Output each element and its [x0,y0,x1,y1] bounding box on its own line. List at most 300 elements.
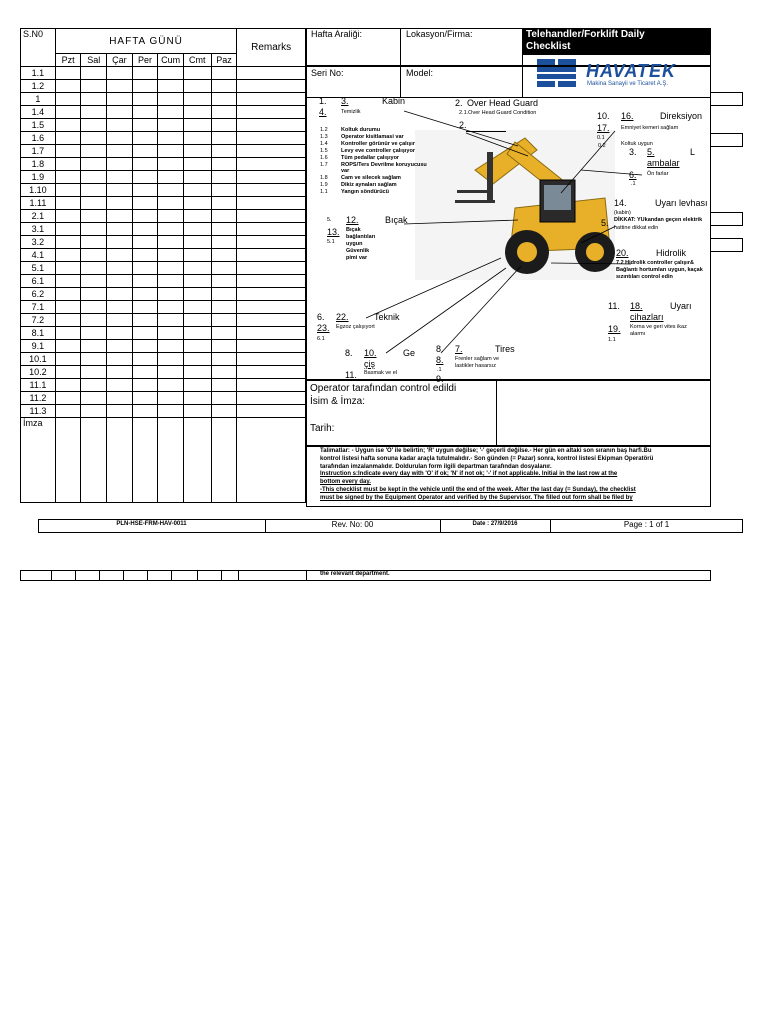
check-cell[interactable] [158,392,184,405]
remarks-cell[interactable] [237,392,306,405]
table-row [21,158,306,171]
check-cell[interactable] [158,80,184,93]
check-cell[interactable] [211,106,237,119]
check-cell[interactable] [211,392,237,405]
check-cell[interactable] [211,405,237,418]
grid-body [20,66,306,503]
cihaz-item19: 19. [608,324,621,334]
remarks-cell[interactable] [237,301,306,314]
bicak-code: 5.1 [327,239,335,245]
bicak-item: Güvenlik [346,248,370,254]
row-number: 10.1 [21,353,56,366]
check-cell[interactable] [158,132,184,145]
remarks-cell[interactable] [237,80,306,93]
kabin-item-text: Yangın söndürücü [341,189,389,196]
overflow-divider [75,570,76,581]
check-cell[interactable] [107,340,133,353]
check-cell[interactable] [158,223,184,236]
remarks-cell[interactable] [237,223,306,236]
check-cell[interactable] [158,67,184,80]
hidrolik-item: sızıntıları control edin [616,274,673,280]
check-cell[interactable] [55,210,81,223]
check-cell[interactable] [81,210,107,223]
check-cell[interactable] [55,340,81,353]
row-number: 2.1 [21,210,56,223]
direksiyon-sub: 16. [621,111,634,121]
check-cell[interactable] [183,158,211,171]
kabin-item-text: ROPS/Ters Devrilme koruyucusu [341,161,427,168]
check-cell[interactable] [183,236,211,249]
check-cell[interactable] [183,106,211,119]
tires-sub: 7. [455,344,463,354]
instructions-text [320,448,653,503]
cihaz-label-a: Uyarı [670,301,692,311]
check-cell[interactable] [183,379,211,392]
check-cell[interactable] [107,93,133,106]
tires-item9: 9. [436,374,444,384]
check-cell[interactable] [183,119,211,132]
check-cell[interactable] [211,314,237,327]
check-cell[interactable] [211,275,237,288]
row-number: 1.1 [21,67,56,80]
kabin-item [320,175,427,182]
check-cell[interactable] [183,249,211,262]
check-cell[interactable] [55,249,81,262]
table-row [21,171,306,184]
check-cell[interactable] [211,366,237,379]
check-cell[interactable] [132,275,158,288]
check-cell[interactable] [107,327,133,340]
kabin-item [320,148,427,155]
kabin-item4: 4. [319,107,327,117]
check-cell[interactable] [132,327,158,340]
tires-item8-text-2: lastikler hasarsız [455,363,496,369]
check-cell[interactable] [107,223,133,236]
kabin-item-text: Levy eve controller çalışıyor [341,147,415,154]
kabin-item-text: Koltuk durumu [341,127,381,133]
side-box [710,133,743,147]
table-row [21,405,306,418]
check-cell[interactable] [55,301,81,314]
check-cell[interactable] [132,197,158,210]
check-cell[interactable] [183,301,211,314]
kabin-item-code: 1.2 [320,127,328,133]
check-cell[interactable] [132,80,158,93]
check-cell[interactable] [81,366,107,379]
check-cell[interactable] [132,301,158,314]
check-cell[interactable] [183,171,211,184]
check-cell[interactable] [211,145,237,158]
check-cell[interactable] [158,379,184,392]
check-cell[interactable] [107,210,133,223]
check-cell[interactable] [158,327,184,340]
check-cell[interactable] [81,119,107,132]
check-cell[interactable] [81,171,107,184]
day-header: Sal [81,54,107,67]
check-cell[interactable] [158,249,184,262]
check-cell[interactable] [55,314,81,327]
check-cell[interactable] [158,366,184,379]
row-number: 3.1 [21,223,56,236]
check-cell[interactable] [132,366,158,379]
check-cell[interactable] [107,262,133,275]
check-cell[interactable] [81,249,107,262]
check-cell[interactable] [107,119,133,132]
check-cell[interactable] [55,223,81,236]
check-cell[interactable] [132,249,158,262]
row-number: 1.10 [21,184,56,197]
check-cell[interactable] [183,392,211,405]
check-cell[interactable] [81,132,107,145]
check-cell[interactable] [132,184,158,197]
check-cell[interactable] [158,158,184,171]
check-cell[interactable] [158,106,184,119]
remarks-cell[interactable] [237,366,306,379]
signature-cell[interactable] [237,418,306,503]
lamba-item6: 6. [629,170,637,180]
check-cell[interactable] [211,249,237,262]
check-cell[interactable] [81,158,107,171]
check-cell[interactable] [158,301,184,314]
remarks-cell[interactable] [237,145,306,158]
row-number: 7.2 [21,314,56,327]
check-cell[interactable] [211,262,237,275]
tires-item8-text: Frenler sağlam ve [455,356,500,362]
table-row [21,353,306,366]
check-cell[interactable] [107,288,133,301]
check-cell[interactable] [107,106,133,119]
check-cell[interactable] [158,119,184,132]
check-cell[interactable] [55,171,81,184]
checklist-title: Telehandler/Forklift Daily Checklist [526,29,645,52]
check-cell[interactable] [211,119,237,132]
check-cell[interactable] [158,184,184,197]
check-cell[interactable] [107,80,133,93]
check-cell[interactable] [55,145,81,158]
check-cell[interactable] [81,314,107,327]
remarks-cell[interactable] [237,197,306,210]
check-cell[interactable] [107,301,133,314]
kabin-item [320,162,427,169]
check-cell[interactable] [183,145,211,158]
kabin-item [320,189,427,196]
kabin-item-text: Cam ve silecek sağlam [341,175,401,182]
check-cell[interactable] [132,314,158,327]
check-cell[interactable] [132,119,158,132]
check-cell[interactable] [183,366,211,379]
check-cell[interactable] [132,392,158,405]
check-cell[interactable] [183,275,211,288]
check-cell[interactable] [183,210,211,223]
ohg-label: Over Head Guard [467,98,539,108]
check-cell[interactable] [132,405,158,418]
check-cell[interactable] [107,67,133,80]
check-cell[interactable] [81,145,107,158]
remarks-cell[interactable] [237,249,306,262]
side-box [710,212,743,226]
remarks-cell[interactable] [237,236,306,249]
check-cell[interactable] [183,67,211,80]
check-cell[interactable] [55,405,81,418]
signature-cell[interactable] [132,418,158,503]
check-cell[interactable] [211,301,237,314]
check-cell[interactable] [211,353,237,366]
check-cell[interactable] [81,93,107,106]
check-cell[interactable] [107,132,133,145]
kabin-item-code: 1.3 [320,133,328,140]
overflow-divider [147,570,148,581]
check-cell[interactable] [81,379,107,392]
kabin-item-text: Kontroller görünür ve çalışır [341,140,415,147]
check-cell[interactable] [211,223,237,236]
check-cell[interactable] [158,145,184,158]
check-cell[interactable] [211,210,237,223]
check-cell[interactable] [132,236,158,249]
check-cell[interactable] [183,405,211,418]
check-cell[interactable] [211,158,237,171]
direksiyon-code: 0.2 [598,143,606,149]
check-cell[interactable] [211,236,237,249]
signature-cell[interactable] [107,418,133,503]
check-cell[interactable] [211,197,237,210]
check-cell[interactable] [132,171,158,184]
check-cell[interactable] [55,184,81,197]
levha-code: 5. [601,218,609,228]
row-number: 1 [21,93,56,106]
remarks-cell[interactable] [237,379,306,392]
check-cell[interactable] [81,353,107,366]
check-cell[interactable] [183,197,211,210]
instruction-line: Talimatlar: - Uygun ise 'O' ile belirtin; 'R' uygun değilse; '-' geçerli değilse.- Her gün en altaki son sıranın baş harfi.Bu [320,448,652,454]
doc-code: PLN-HSE-FRM-HAV-0011 [116,521,187,527]
check-cell[interactable] [55,132,81,145]
check-cell[interactable] [183,340,211,353]
check-cell[interactable] [55,119,81,132]
instruction-line: tarafından imzalanmalıdır. Doldurulan form ilgili departman tarafından dosyalanır. [320,463,552,470]
remarks-cell[interactable] [237,353,306,366]
remarks-cell[interactable] [237,327,306,340]
lamba-sub: 5. [647,147,655,157]
remarks-cell[interactable] [237,405,306,418]
check-cell[interactable] [55,236,81,249]
check-cell[interactable] [81,184,107,197]
remarks-cell[interactable] [237,158,306,171]
overflow-divider [99,570,100,581]
check-cell[interactable] [211,288,237,301]
check-cell[interactable] [55,106,81,119]
levha-warning: DİKKAT: YUkandan geçen elektrik [614,217,703,223]
check-cell[interactable] [55,275,81,288]
remarks-cell[interactable] [237,288,306,301]
check-cell[interactable] [183,132,211,145]
check-cell[interactable] [211,184,237,197]
remarks-cell[interactable] [237,93,306,106]
check-cell[interactable] [158,171,184,184]
check-cell[interactable] [55,262,81,275]
remarks-cell[interactable] [237,132,306,145]
check-cell[interactable] [132,353,158,366]
check-cell[interactable] [183,327,211,340]
check-cell[interactable] [132,106,158,119]
check-cell[interactable] [158,275,184,288]
check-cell[interactable] [107,145,133,158]
check-cell[interactable] [55,379,81,392]
lamba-label-a: L [690,147,696,157]
check-cell[interactable] [107,392,133,405]
check-cell[interactable] [81,262,107,275]
row-number: 1.6 [21,132,56,145]
model-label: Model: [406,68,434,78]
check-cell[interactable] [158,210,184,223]
check-cell[interactable] [107,366,133,379]
remarks-cell[interactable] [237,171,306,184]
check-cell[interactable] [158,262,184,275]
check-cell[interactable] [211,379,237,392]
check-cell[interactable] [158,353,184,366]
check-cell[interactable] [81,275,107,288]
check-cell[interactable] [107,275,133,288]
remarks-cell[interactable] [237,106,306,119]
check-cell[interactable] [81,301,107,314]
check-cell[interactable] [107,197,133,210]
gecis-num: 8. [345,348,353,358]
overflow-divider [197,570,198,581]
check-cell[interactable] [158,340,184,353]
check-cell[interactable] [183,223,211,236]
check-cell[interactable] [81,288,107,301]
check-cell[interactable] [107,353,133,366]
check-cell[interactable] [158,314,184,327]
check-cell[interactable] [55,158,81,171]
day-header: Per [132,54,158,67]
signature-cell[interactable] [81,418,107,503]
table-row [21,314,306,327]
check-cell[interactable] [183,288,211,301]
levha-label: Uyarı levhası [655,198,708,208]
check-cell[interactable] [183,262,211,275]
check-cell[interactable] [183,314,211,327]
remarks-cell[interactable] [237,210,306,223]
check-cell[interactable] [183,80,211,93]
kabin-item-code: 1.7 [320,161,328,168]
check-cell[interactable] [132,379,158,392]
table-row [21,249,306,262]
check-cell[interactable] [55,67,81,80]
ohg-underline: 2. [459,120,467,130]
remarks-header: Remarks [237,29,306,67]
check-cell[interactable] [55,327,81,340]
hidrolik-list [616,260,703,281]
kabin-item-code: 1.4 [320,140,328,147]
check-cell[interactable] [132,132,158,145]
check-cell[interactable] [183,353,211,366]
check-cell[interactable] [132,223,158,236]
check-cell[interactable] [81,392,107,405]
check-cell[interactable] [107,405,133,418]
check-cell[interactable] [132,262,158,275]
direksiyon-item17-text: Emniyet kemeri sağlam [621,125,679,131]
check-cell[interactable] [132,288,158,301]
check-cell[interactable] [211,67,237,80]
check-cell[interactable] [158,197,184,210]
doc-date: Date : 27/9/2016 [472,521,518,527]
check-cell[interactable] [81,80,107,93]
check-cell[interactable] [55,288,81,301]
check-cell[interactable] [158,93,184,106]
table-row [21,379,306,392]
check-cell[interactable] [132,340,158,353]
check-cell[interactable] [107,314,133,327]
check-cell[interactable] [183,184,211,197]
check-cell[interactable] [132,93,158,106]
remarks-cell[interactable] [237,275,306,288]
check-cell[interactable] [158,288,184,301]
check-cell[interactable] [211,93,237,106]
check-cell[interactable] [55,80,81,93]
remarks-cell[interactable] [237,67,306,80]
signature-cell[interactable] [183,418,211,503]
kabin-item-code: 1.8 [320,175,328,182]
check-cell[interactable] [132,210,158,223]
check-cell[interactable] [81,197,107,210]
check-cell[interactable] [107,171,133,184]
remarks-cell[interactable] [237,262,306,275]
check-cell[interactable] [132,145,158,158]
signature-cell[interactable] [55,418,81,503]
check-cell[interactable] [55,366,81,379]
check-cell[interactable] [55,392,81,405]
check-cell[interactable] [107,249,133,262]
overflow-divider [171,570,172,581]
check-cell[interactable] [158,405,184,418]
check-cell[interactable] [55,93,81,106]
check-cell[interactable] [107,379,133,392]
remarks-cell[interactable] [237,119,306,132]
check-cell[interactable] [211,340,237,353]
check-cell[interactable] [81,327,107,340]
check-cell[interactable] [81,405,107,418]
signature-cell[interactable] [211,418,237,503]
check-cell[interactable] [183,93,211,106]
check-cell[interactable] [81,106,107,119]
cihaz-item19-text-2: alarmı [630,331,646,337]
kabin-label: Kabin [382,96,406,106]
check-cell[interactable] [55,197,81,210]
check-cell[interactable] [107,236,133,249]
remarks-cell[interactable] [237,184,306,197]
check-cell[interactable] [81,340,107,353]
check-cell[interactable] [158,236,184,249]
check-cell[interactable] [211,132,237,145]
check-cell[interactable] [81,223,107,236]
operator-name-sign-label: İsim & İmza: [310,396,366,407]
check-cell[interactable] [55,353,81,366]
remarks-cell[interactable] [237,314,306,327]
bicak-num: 5. [327,217,332,223]
check-cell[interactable] [132,67,158,80]
remarks-cell[interactable] [237,340,306,353]
title-block [522,28,711,55]
check-cell[interactable] [211,327,237,340]
check-cell[interactable] [211,171,237,184]
check-cell[interactable] [81,67,107,80]
check-cell[interactable] [132,158,158,171]
check-cell[interactable] [107,158,133,171]
signature-cell[interactable] [158,418,184,503]
check-cell[interactable] [211,80,237,93]
check-cell[interactable] [107,184,133,197]
check-cell[interactable] [81,236,107,249]
